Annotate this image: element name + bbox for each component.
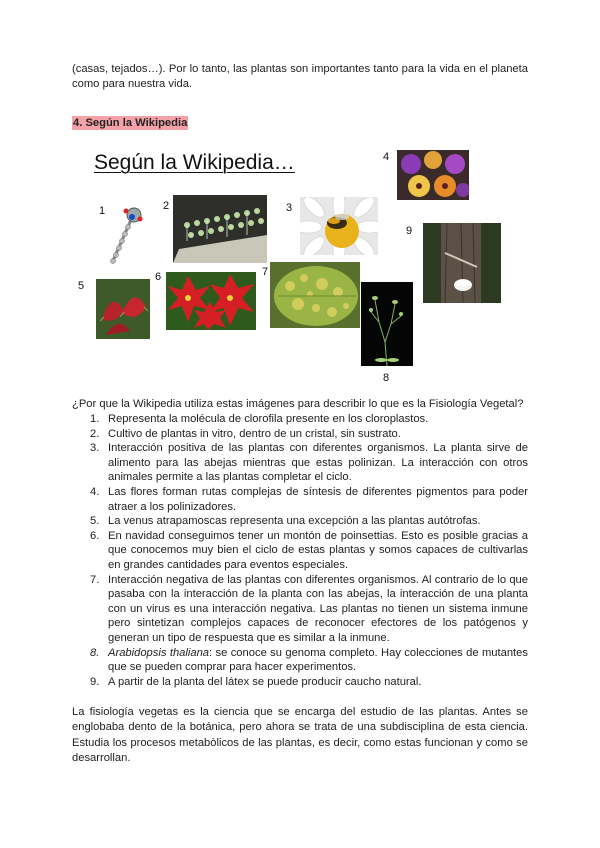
question-text: ¿Por que la Wikipedia utiliza estas imágenes para describir lo que es la Fisiología Vegetal?	[72, 398, 524, 410]
list-item	[72, 485, 528, 514]
list-item-text: Cultivo de plantas in vitro, dentro de un cristal, sin sustrato.	[108, 427, 401, 440]
list-marker: 1.	[90, 413, 100, 425]
list-marker: 3.	[90, 442, 100, 455]
list-item	[72, 573, 528, 646]
list-item-text: La venus atrapamoscas representa una excepción a las plantas autótrofas.	[108, 515, 481, 528]
figure-label-9: 9	[406, 225, 413, 237]
list-marker: 5.	[90, 515, 100, 528]
figure-label-4: 4	[383, 151, 390, 163]
list-item-text: En navidad conseguimos tener un montón de poinsettias. Esto es posible gracias a que conocemos muy bien el ciclo de estas plantas y somos capaces de cultivarlas en grandes cantidades para eventos especiales.	[108, 529, 528, 571]
closing-paragraph: La fisiología vegetas es la ciencia que se encarga del estudio de las plantas. Antes se englobaba dento de la botánica, pero ahora se trata de una subdisciplina de esta ciencia. Estudia los procesos metabòlicos de las plantas, es decir, como estas funcionan y como se desarrollan.	[72, 706, 528, 765]
figure-label-1: 1	[99, 205, 106, 217]
figure-label-6: 6	[155, 271, 162, 283]
figure-label-5: 5	[78, 280, 85, 292]
poinsettia-image	[166, 272, 256, 330]
figure-label-8: 8	[383, 372, 390, 384]
in-vitro-culture-image	[173, 195, 267, 263]
list-item	[72, 529, 528, 573]
list-item-text: Interacción positiva de las plantas con diferentes organismos. La planta sirve de alimento para las abejas mientras que estas polinizan. La interacción con otros animales permite a las plantas completar el ciclo.	[108, 442, 528, 484]
list-item	[72, 646, 528, 675]
venus-flytrap-image	[96, 279, 150, 339]
list-item	[72, 514, 528, 529]
latex-tree-image	[423, 223, 501, 303]
pansy-flowers-image	[397, 150, 469, 200]
species-name: Arabidopsis thaliana	[108, 646, 210, 659]
figure-label-7: 7	[262, 266, 269, 278]
list-marker: 6.	[90, 529, 100, 542]
list-item-text: Las flores forman rutas complejas de síntesis de diferentes pigmentos para poder atraer a los polinizadores.	[108, 485, 528, 513]
figure-label-3: 3	[286, 202, 293, 214]
list-item	[72, 412, 528, 427]
list-item	[72, 675, 528, 690]
bee-on-daisy-image	[300, 197, 378, 255]
list-item-text: Interacción negativa de las plantas con diferentes organismos. Al contrario de lo que pasaba con la interacción de la planta con las abejas, la interacción de una planta con un virus es una interacción negativa. Las plantas no tienen un sistema inmune pero sintetizan complejos capaces de reconocer efectores de los patógenos y generan un tipo de respuesta que es similar a la inmune.	[108, 573, 528, 644]
numbered-list	[72, 412, 528, 689]
section-heading: 4. Según la Wikipedia	[73, 117, 188, 129]
list-marker: 9.	[90, 675, 100, 688]
list-marker: 2.	[90, 427, 100, 440]
wikipedia-collage-figure	[72, 145, 528, 385]
figure-label-2: 2	[163, 200, 170, 212]
list-item-text: Representa la molécula de clorofila presente en los cloroplastos.	[108, 413, 429, 425]
arabidopsis-image	[361, 282, 413, 366]
list-marker: 7.	[90, 573, 100, 586]
list-item-text: : se conoce su genoma completo. Hay colecciones de mutantes que se pueden comprar para hacer experimentos.	[108, 646, 528, 674]
list-item-text: A partir de la planta del látex se puede producir caucho natural.	[108, 675, 422, 688]
figure-title: Según la Wikipedia…	[94, 151, 295, 174]
chlorophyll-molecule-image	[104, 205, 150, 267]
virus-infected-leaf-image	[270, 262, 360, 328]
list-marker: 8.	[90, 646, 100, 659]
list-marker: 4.	[90, 485, 100, 498]
list-item	[72, 441, 528, 485]
list-item	[72, 427, 528, 442]
intro-paragraph: (casas, tejados…). Por lo tanto, las plantas son importantes tanto para la vida en el planeta como para nuestra vida.	[72, 63, 528, 91]
